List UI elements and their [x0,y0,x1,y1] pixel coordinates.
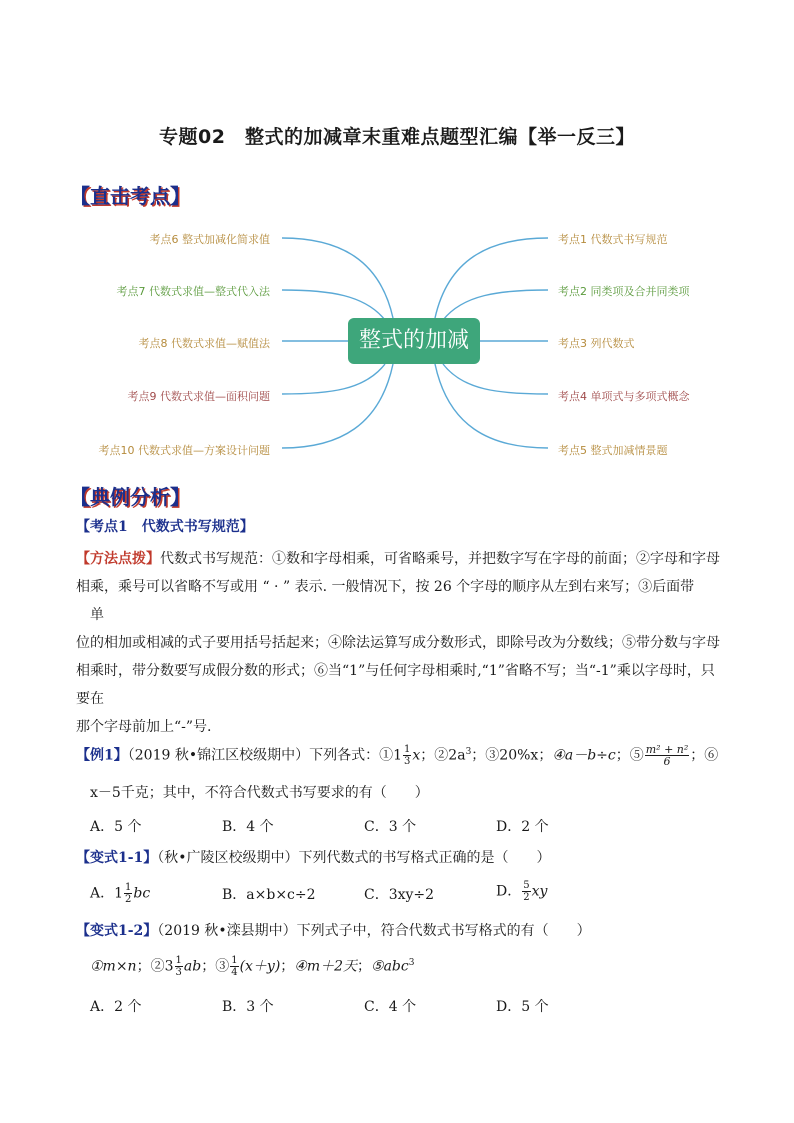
connector-left-5 [282,364,393,448]
mindmap-node-kp6: 考点6 整式加减化简求值 [149,233,270,246]
variant-1-1-option-b: B．a×b×c÷2 [222,887,316,903]
mindmap-node-kp7: 考点7 代数式求值—整式代入法 [116,285,270,298]
connector-right-1 [435,238,548,318]
connector-right-4 [443,364,548,394]
variant-1-2-option-a: A．2 个 [90,999,142,1015]
mindmap-node-kp5: 考点5 整式加减情景题 [558,444,668,457]
variant-1-1-option-d: D． $\frac{5}{2}$ xy [496,880,548,903]
mindmap-node-kp3: 考点3 列代数式 [558,337,635,350]
mindmap-node-kp10: 考点10 代数式求值—方案设计问题 [98,444,270,457]
variant-1-2-items: ①m×n；②3 $\frac{1}{3}$ ab；③ $\frac{1}{4}$ (x＋y)；④m＋2天；⑤abc$^3$ [90,955,415,978]
method-line-5: 相乘时，带分数要写成假分数的形式；⑥当“1”与任何字母相乘时,“1”省略不写；当“-1”乘以字母时，只要在 [76,663,715,707]
method-tag: 【方法点拨】 [76,551,160,567]
example-1-option-a: A．5 个 [90,819,142,835]
method-line-1: 【方法点拨】代数式书写规范：①数和字母相乘，可省略乘号，并把数字写在字母的前面；②字母和字母 [76,551,720,567]
variant-1-2-option-c: C．4 个 [364,999,417,1015]
variant-1-1-option-c: C．3xy÷2 [364,887,435,903]
section-heading-key-points: 【直击考点】 [70,184,190,208]
variant-1-1-stem: 【变式1-1】（秋•广陵区校级期中）下列代数式的书写格式正确的是（ ） [76,850,551,866]
mindmap-node-kp9: 考点9 代数式求值—面积问题 [127,390,270,403]
variant-1-2-option-d: D．5 个 [496,999,549,1015]
example-1-option-d: D．2 个 [496,819,549,835]
section-heading-examples: 【典例分析】 [70,485,190,509]
connector-left-2 [282,290,385,320]
connector-left-4 [282,364,385,394]
example-1-option-b: B．4 个 [222,819,274,835]
variant-1-2-tag: 【变式1-2】 [76,923,158,939]
ex1-item-3: ③20%x [485,747,539,764]
method-line-3: 单 [90,607,104,623]
kp1-method-block [76,545,726,741]
ex1-item-4: ④a－b÷c [552,747,616,764]
ex1-item-1-prefix: ①1 [379,747,403,764]
method-line-4: 位的相加或相减的式子要用括号括起来；④除法运算写成分数形式，即除号改为分数线；⑤带分数与字母 [76,635,720,651]
method-line-6: 那个字母前加上“-”号. [76,719,212,735]
connector-right-2 [443,290,548,320]
page-title: 专题02 整式的加减章末重难点题型汇编【举一反三】 [159,126,635,148]
variant-1-1-option-a: A．1 $\frac{1}{2}$ bc [90,882,151,905]
method-line-2: 相乘，乘号可以省略不写或用 “ · ” 表示. 一般情况下，按 26 个字母的顺序从左到右来写；③后面带 [76,579,695,595]
connector-right-5 [435,364,548,448]
variant-1-2-stem: 【变式1-2】（2019 秋•滦县期中）下列式子中，符合代数式书写格式的有（ ） [76,923,591,939]
mindmap-node-kp2: 考点2 同类项及合并同类项 [558,285,690,298]
mindmap-node-kp4: 考点4 单项式与多项式概念 [558,390,690,403]
variant-1-1-tag: 【变式1-1】 [76,850,158,866]
mindmap-connectors [0,0,794,480]
example-1-tag: 【例1】 [76,747,128,764]
variant-1-2-option-b: B．3 个 [222,999,274,1015]
mindmap-node-kp1: 考点1 代数式书写规范 [558,233,668,246]
ex1-item-1-fraction: $\frac{1}{3}$ [404,744,411,767]
example-1-option-c: C．3 个 [364,819,417,835]
example-1-source: （2019 秋•锦江区校级期中）下列各式： [127,747,380,764]
example-1-stem-line-2: x－5千克；其中，不符合代数式书写要求的有（ ） [90,785,429,801]
mindmap-node-kp8: 考点8 代数式求值—赋值法 [138,337,270,350]
ex1-item-5-fraction: $\frac{\text{m² + n²}}{6}$ [645,743,689,768]
mindmap-center-node: 整式的加减 [348,318,480,364]
ex1-item-6-label: ⑥ [704,747,719,764]
connector-left-1 [282,238,393,318]
example-1-stem: 【例1】（2019 秋•锦江区校级期中）下列各式：①1 $\frac{1}{3}$ x；$②2a^3$；③20%x；④a－b÷c；⑤ $\frac{\text{m² + n²}}{6}$ ；⑥ [76,743,719,768]
kp1-heading: 【考点1 代数式书写规范】 [76,519,254,535]
ex1-item-2: ②2a [434,747,466,764]
